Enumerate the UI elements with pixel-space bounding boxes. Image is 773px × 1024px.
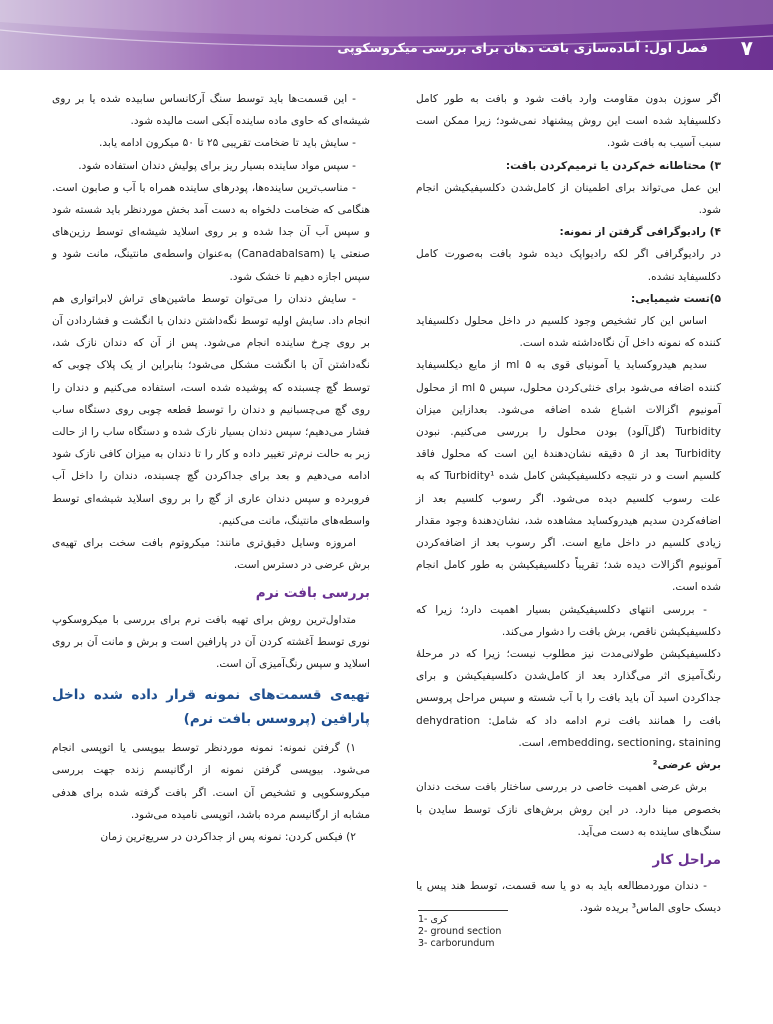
section-heading-steps: مراحل کار (652, 851, 721, 868)
left-column (52, 88, 370, 848)
list-item-heading: ۴) رادیوگرافی گرفتن از نمونه: (559, 226, 721, 239)
paragraph: - این قسمت‌ها باید توسط سنگ آرکانساس سابیده شده یا بر روی شیشه‌ای که حاوی ماده ساینده آبکی است مالیده شود. (52, 93, 370, 128)
chapter-title: فصل اول: آماده‌سازی بافت دهان برای بررسی میکروسکوپی (337, 40, 708, 55)
footnote-item: 3- carborundum (418, 938, 495, 949)
paragraph: - سپس مواد ساینده بسیار ریز برای پولیش دندان استفاده شود. (78, 159, 356, 172)
list-item-heading: ۵)تست شیمیایی: (630, 292, 721, 305)
paragraph: برش عرضی اهمیت خاصی در بررسی ساختار بافت سخت دندان بخصوص مینا دارد. در این روش برش‌های نازک توسط سایدن با سنگ‌های ساینده به دست می‌آید. (416, 781, 721, 838)
paragraph: - سایش دندان را می‌توان توسط ماشین‌های تراش لابراتواری هم انجام داد. سایش اولیه توسط نگه‌داشتن دندان با انگشت و فشاردادن آن بر روی چرخ ساینده انجام می‌شود. پس از آن که دندان نازک شد، نگه‌داشتن آن با انگشت مشکل می‌شود؛ بنابراین از یک پلاک چوبی که توسط گچ چسبنده که پوشیده شده است، استفاده می‌کنیم و دندان را روی گچ می‌چسبانیم و دندان را توسط قطعه چوبی روی دستگاه ساب فشار می‌دهیم؛ سپس دندان بسیار نازک شده و دستگاه ساب را از حالت زبر به حالت نرم‌تر تغییر داده و کار را تا دندان به میزان کافی نازک شود ادامه می‌دهیم و بعد برای جداکردن گچ چسبنده، دندان را داخل آب فروبرده و سپس دندان عاری از گچ را بر روی اسلاید شیشه‌ای توسط واسطه‌های مانتینگ، مانت می‌کنیم. (52, 292, 370, 527)
list-item: ۲) فیکس کردن: نمونه پس از جداکردن در سریع‌ترین زمان (100, 831, 356, 844)
list-item-heading: ۳) محتاطانه خم‌کردن یا ترمیم‌کردن بافت: (505, 159, 721, 172)
list-item: ۱) گرفتن نمونه: نمونه موردنظر توسط بیوپسی یا اتوپسی انجام می‌شود. بیوپسی گرفتن نمونه از ارگانیسم زنده جهت بررسی میکروسکوپی و تشخیص آن است. اگر بافت گرفته شده برای هدفی مشابه از ارگانیسم مرده باشد، اتوپسی نامیده می‌شود. (52, 742, 370, 821)
paragraph: - بررسی انتهای دکلسیفیکیشن بسیار اهمیت دارد؛ زیرا که دکلسیفیکیشن ناقص، برش بافت را دشوار می‌کند. (416, 603, 721, 638)
paragraph: سدیم هیدروکساید یا آمونیای قوی به ۵ ml از مایع دیکلسیفاید کننده اضافه می‌شود برای خنثی‌کردن محلول، سپس ۵ ml از محلول آمونیوم اگزالات اشباع شده اضافه می‌شود. بعدازاین میزان Turbidity (گل‌آلود) بودن محلول را بررسی می‌کنیم. نبودن Turbidity بعد از ۵ دقیقه نشان‌دهندهٔ این است که محلول فاقد کلسیم است و در نتیجه دکلسیفیکیشن کامل شده Turbidity¹ که به علت رسوب کلسیم دیده می‌شود. اگر رسوب کلسیم بعد از اضافه‌کردن سدیم هیدروکساید مشاهده شد، نشان‌دهندهٔ وجود مقدار زیادی کلسیم در داخل مایع است. اگر رسوب بعد از اضافه‌کردن آمونیوم اگزالات دیده شد؛ تقریباً دکلسیفیکیشن به طور کامل انجام شده است. (416, 359, 721, 594)
section-heading-paraffin: تهیه‌ی قسمت‌های نمونه قرار داده شده داخل پارافین (پروسس بافت نرم) (52, 687, 370, 728)
footnote-divider (418, 910, 508, 911)
paragraph: - سایش باید تا ضخامت تقریبی ۲۵ تا ۵۰ میکرون ادامه یابد. (99, 137, 356, 150)
section-heading-soft-tissue: بررسی بافت نرم (255, 585, 370, 602)
paragraph: اگر سوزن بدون مقاومت وارد بافت شود و بافت به طور کامل دکلسیفاید شده است این روش پیشنهاد نمی‌شود؛ زیرا ممکن است سبب آسیب به بافت شود. (416, 93, 721, 150)
paragraph: اساس این کار تشخیص وجود کلسیم در داخل محلول دکلسیفاید کننده که نمونه داخل آن نگاه‌داشته شده است. (416, 315, 721, 350)
header-curve-decoration (0, 0, 773, 78)
footnotes (418, 910, 718, 950)
page-header (0, 0, 773, 78)
page-number: ۷ (740, 36, 753, 60)
right-column (416, 88, 721, 920)
footnote-item: 1- کری (418, 914, 448, 925)
paragraph: - مناسب‌ترین ساینده‌ها، پودرهای ساینده همراه با آب و صابون است. هنگامی که ضخامت دلخواه به دست آمد بخش موردنظر باید شسته شود و سپس آب آن جدا شده و بر روی اسلاید شیشه‌ای توسط رزین‌های صنعتی یا (Canadabalsam) به‌عنوان واسطه‌ی مانتینگ، مانت شود و سپس اجازه دهیم تا خشک شود. (52, 181, 370, 283)
section-heading-cutting: برش عرضی² (652, 759, 721, 772)
footnote-item: 2- ground section (418, 926, 502, 937)
paragraph: متداول‌ترین روش برای تهیه بافت نرم برای بررسی با میکروسکوپ نوری توسط آغشته کردن آن در پارافین است و برش و مانت آن بر روی اسلاید و سپس رنگ‌آمیزی آن است. (52, 613, 370, 671)
paragraph: این عمل می‌تواند برای اطمینان از کامل‌شدن دکلسیفیکیشن انجام شود. (416, 181, 721, 217)
paragraph: - دندان موردمطالعه باید به دو یا سه قسمت، توسط هند پیس یا دیسک حاوی الماس³ بریده شود. (416, 880, 721, 915)
paragraph: در رادیوگرافی اگر لکه رادیواپک دیده شود بافت به‌صورت کامل دکلسیفاید نشده. (416, 248, 721, 283)
paragraph: امروزه وسایل دقیق‌تری مانند: میکروتوم بافت سخت برای تهیه‌ی برش عرضی در دسترس است. (52, 537, 370, 572)
paragraph: دکلسیفیکیشن طولانی‌مدت نیز مطلوب نیست؛ زیرا که در مرحلهٔ رنگ‌آمیزی اثر می‌گذارد بعد از کامل‌شدن دکلسیفیکیشن و برای جداکردن اسید آن باید بافت را با آب شسته و سپس مراحل پروسس بافت را همانند بافت نرم ادامه داد که شامل: dehydration ،embedding، sectioning، staining است. (416, 648, 721, 749)
